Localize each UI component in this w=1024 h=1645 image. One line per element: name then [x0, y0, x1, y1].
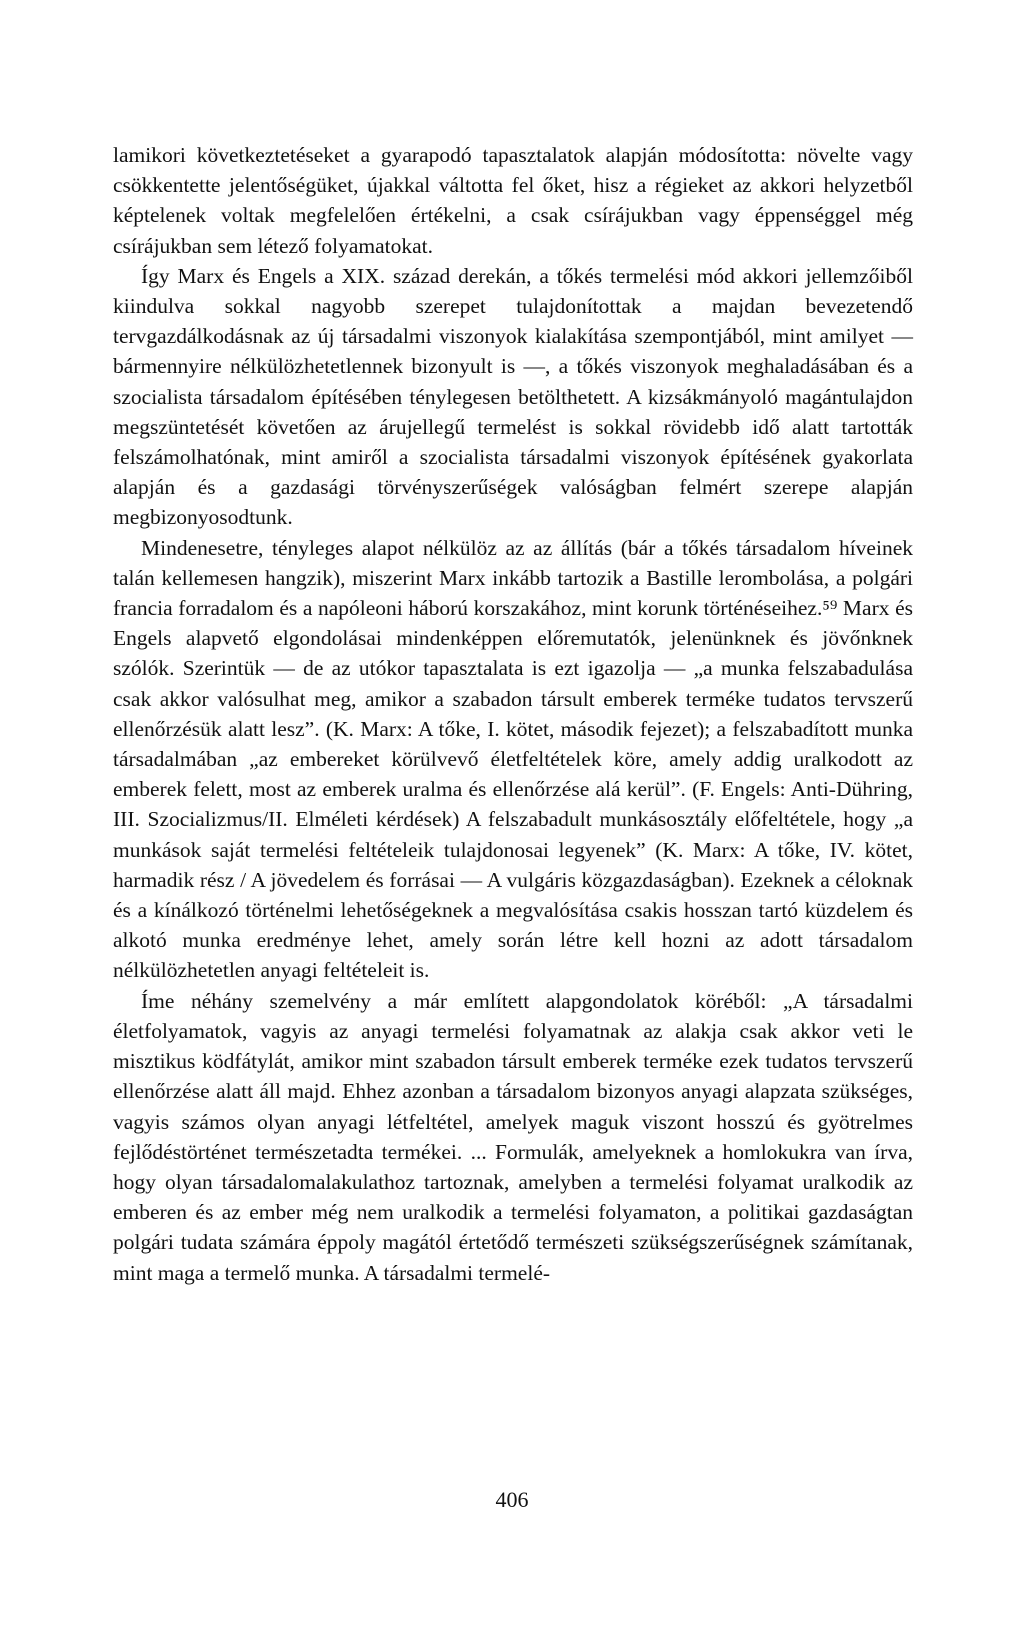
page-body: [113, 140, 913, 1288]
paragraph-4: Íme néhány szemelvény a már említett alapgondolatok köréből: „A társadalmi életfolyamatok, vagyis az anyagi termelési folyamatnak az alakja csak akkor veti le misztikus ködfátylát, amikor mint szabadon társult emberek terméke ezek tudatos tervszerű ellenőrzése alatt áll majd. Ehhez azonban a társadalom bizonyos anyagi alapzata szükséges, vagyis számos olyan anyagi létfeltétel, amelyek maguk viszont hosszú és gyötrelmes fejlődéstörténet természetadta termékei. ... Formulák, amelyeknek a homlokukra van írva, hogy olyan társadalomalakulathoz tartoznak, amelyben a termelési folyamat uralkodik az emberen és az ember még nem uralkodik a termelési folyamaton, a politikai gazdaságtan polgári tudata számára éppoly magától értetődő természeti szükségszerűségnek számítanak, mint maga a termelő munka. A társadalmi termelé-: [113, 988, 913, 1285]
paragraph-2: Így Marx és Engels a XIX. század derekán, a tőkés termelési mód akkori jellemzőiből kiindulva sokkal nagyobb szerepet tulajdonítottak a majdan bevezetendő tervgazdálkodásnak az új társadalmi viszonyok kialakítása szempontjából, mint amilyet — bármennyire nélkülözhetetlennek bizonyult is —, a tőkés viszonyok meghaladásában és a szocialista társadalom építésében ténylegesen betölthetett. A kizsákmányoló magántulajdon megszüntetését követően az árujellegű termelést is sokkal rövidebb idő alatt tartották felszámolhatónak, mint amiről a szocialista társadalmi viszonyok építésének gyakorlata alapján és a gazdasági törvényszerűségek valóságban felmért szerepe alapján megbizonyosodtunk.: [113, 263, 913, 530]
paragraph-3: Mindenesetre, tényleges alapot nélkülöz az az állítás (bár a tőkés társadalom híveinek talán kellemesen hangzik), miszerint Marx inkább tartozik a Bastille lerombolása, a polgári francia forradalom és a napóleoni háború korszakához, mint korunk történéseihez.⁵⁹ Marx és Engels alapvető elgondolásai mindenképpen előremutatók, jelenünknek és jövőnknek szólók. Szerintük — de az utókor tapasztalata is ezt igazolja — „a munka felszabadulása csak akkor valósulhat meg, amikor a szabadon társult emberek terméke tudatos tervszerű ellenőrzésük alatt lesz”. (K. Marx: A tőke, I. kötet, második fejezet); a felszabadított munka társadalmában „az embereket körülvevő életfeltételek köre, amely addig uralkodott az emberek felett, most az emberek uralma és ellenőrzése alá kerül”. (F. Engels: Anti-Dühring, III. Szocializmus/II. Elméleti kérdések) A felszabadult munkásosztály előfeltétele, hogy „a munkások saját termelési feltételeik tulajdonosai legyenek” (K. Marx: A tőke, IV. kötet, harmadik rész / A jövedelem és forrásai — A vulgáris közgazdaságban). Ezeknek a céloknak és a kínálkozó történelmi lehetőségeknek a megvalósítása csakis hosszan tartó küzdelem és alkotó munka eredménye lehet, amely során létre kell hozni az adott társadalom nélkülözhetetlen anyagi feltételeit is.: [113, 535, 913, 983]
page-number: 406: [495, 1487, 529, 1512]
paragraph-1: lamikori következtetéseket a gyarapodó tapasztalatok alapján módosította: növelte vagy csökkentette jelentőségüket, újakkal váltotta fel őket, hisz a régieket az akkori helyzetből képtelenek voltak megfelelően értékelni, a csak csírájukban vagy éppenséggel még csírájukban sem létező folyamatokat.: [113, 143, 913, 258]
